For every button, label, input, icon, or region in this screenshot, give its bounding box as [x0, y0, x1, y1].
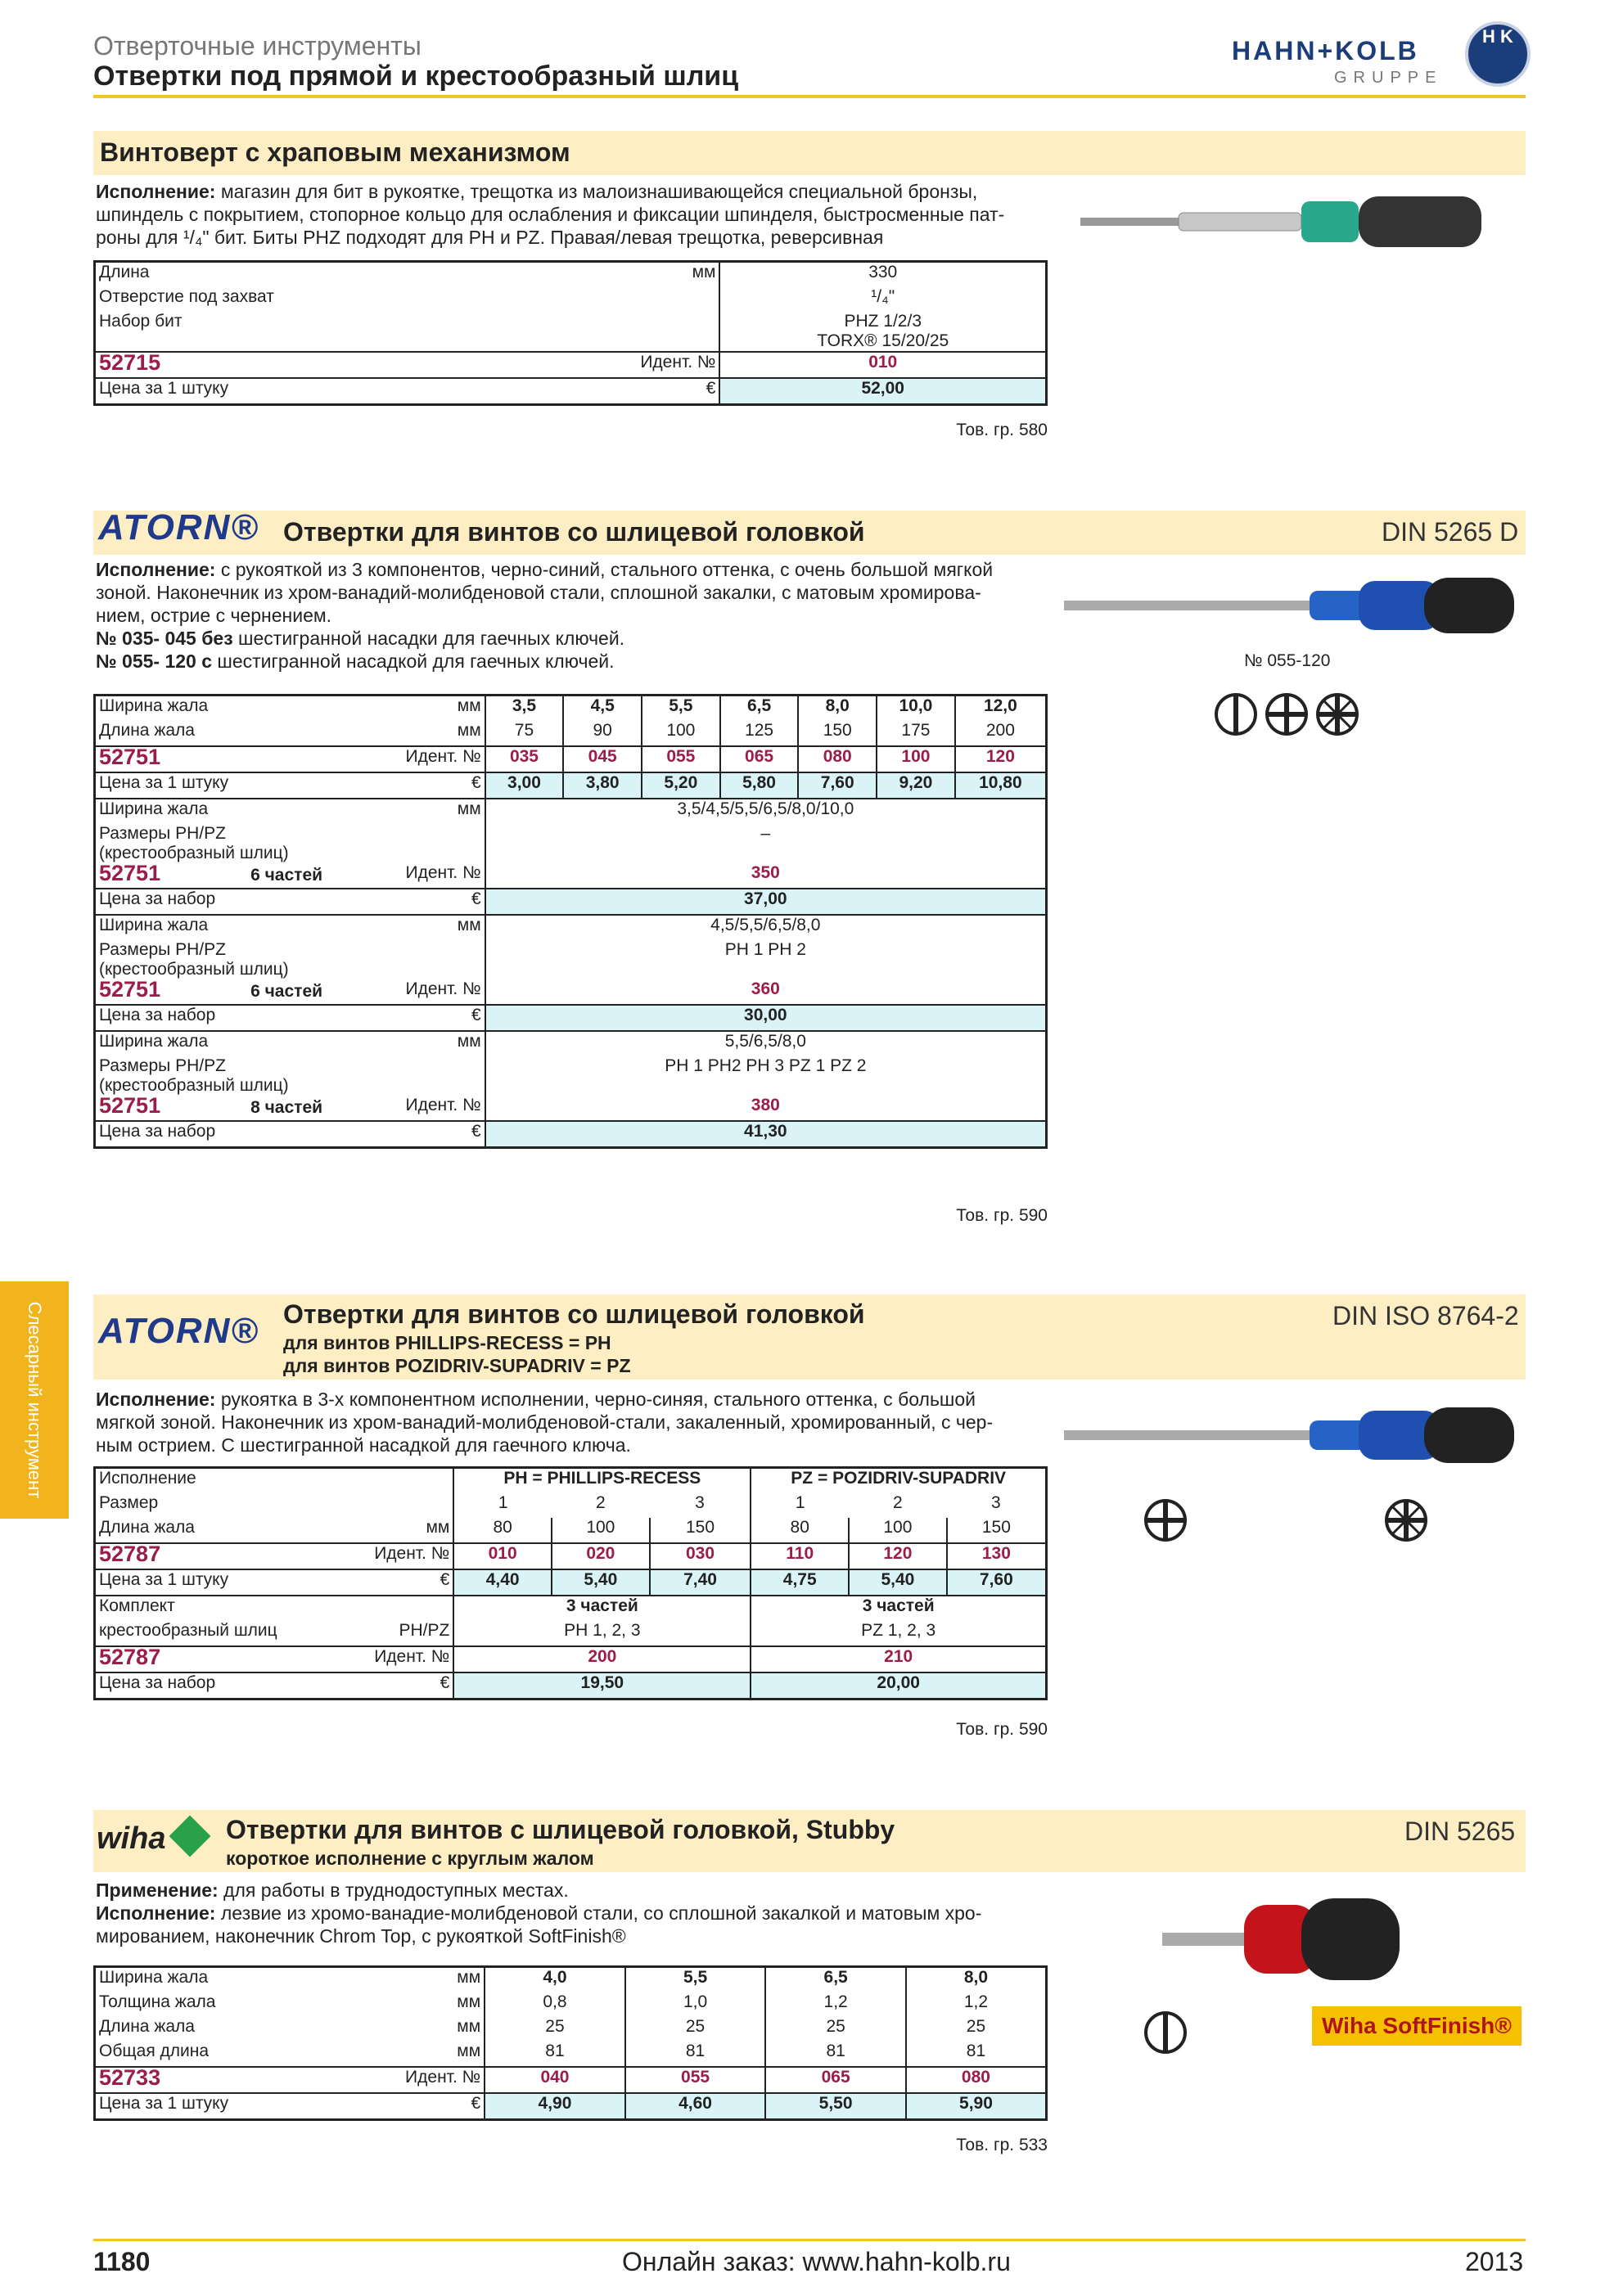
- header-rule: [93, 95, 1526, 98]
- ratchet-screwdriver-image: [1072, 180, 1522, 262]
- section1-desc: Исполнение: магазин для бит в рукоятке, трещотка из малоизнашивающейся специальной бронзы, шпиндель с покрытием, стопорное кольцо для ослабления и фиксации шпинделя, быстросменные пат- роны для ¹/₄" бит. Биты PHZ подходят для PH и PZ. Правая/левая трещотка, реверсивная: [96, 181, 1005, 248]
- wiha-logo: wiha: [97, 1821, 166, 1856]
- brand-logo-sub: GRUPPE: [1334, 69, 1443, 87]
- page-number: 1180: [93, 2247, 151, 2276]
- section2-tip-icons: [1213, 691, 1377, 745]
- section3-din: DIN ISO 8764-2: [1332, 1301, 1519, 1330]
- side-tab[interactable]: Слесарный инструмент: [0, 1281, 69, 1519]
- atorn-logo: ATORN®: [98, 507, 259, 547]
- section4-title: Отвертки для винтов с шлицевой головкой, Stubby: [226, 1815, 895, 1844]
- subcategory-title: Отвертки под прямой и крестообразный шлиц: [93, 61, 739, 92]
- atorn-logo: ATORN®: [98, 1311, 259, 1351]
- phillips-screwdriver-image: [1064, 1394, 1522, 1476]
- section1-title: Винтоверт с храповым механизмом: [100, 137, 570, 167]
- section2-group: Тов. гр. 590: [956, 1206, 1048, 1225]
- section4-din: DIN 5265: [1404, 1817, 1516, 1846]
- order-link[interactable]: Онлайн заказ: www.hahn-kolb.ru: [622, 2247, 1011, 2276]
- section4-sub: короткое исполнение с круглым жалом: [226, 1848, 594, 1869]
- category-title: Отверточные инструменты: [93, 31, 422, 61]
- section2-table: Ширина жала мм 3,5 4,5 5,5 6,5 8,0 10,0 12,0 Длина жала мм 75 90 100 125 150 175 200 52751 Идент. № 035 045 055 065 080 100 120 Цена за 1 штуку € 3,00 3,80 5,20 5,80 7,60 9,20 10,80 Ширина жала мм 3,5/4,5/5,5/6,5/8,0/10,0 Размеры PH/PZ (крестообразный шлиц) – 52751 6 частей Идент. № 350 Цена за набор € 37,00 Ширина жала мм 4,5/5,5/6,5/8,0 Размеры PH/PZ (крестообразный шлиц) PH 1 PH 2 52751 6 частей Идент. № 360 Цена за набор € 30,00 Ширина жала мм 5,5/6,5/8,0 Размеры PH/PZ (крестообразный шлиц) PH 1 PH2 PH 3 PZ 1 PZ 2 52751 8 частей Идент. № 380 Цена за набор € 41,30: [93, 694, 1048, 1149]
- phillips-tip-icon: [1143, 1497, 1192, 1551]
- section3-table: Исполнение PH = PHILLIPS-RECESS PZ = POZIDRIV-SUPADRIV Размер 1 2 3 1 2 3 Длина жала мм 80 100 150 80 100 150 52787 Идент. № 010 020 030 110 120 130 Цена за 1 штуку € 4,40 5,40 7,40 4,75 5,40 7,60 Комплект 3 частей 3 частей крестообразный шлиц PH/PZ PH 1, 2, 3 PZ 1, 2, 3 52787 Идент. № 200 210 Цена за набор € 19,50 20,00: [93, 1466, 1048, 1700]
- section2-desc: Исполнение: с рукояткой из 3 компонентов, черно-синий, стального оттенка, с очень большой мягкой зоной. Наконечник из хром-ванадий-молибденовой стали, сплошной закалки, с матовым хромирова- нием, острие с чернением. № 035- 045 без шестигранной насадки для гаечных ключей. № 055- 120 с шестигранной насадкой для гаечных ключей.: [96, 559, 994, 672]
- section1-table: Длина мм 330 Отверстие под захват ¹/₄" Набор бит PHZ 1/2/3 TORX® 15/20/25 52715 Идент. № 010 Цена за 1 штуку € 52,00: [93, 260, 1048, 406]
- section2-image-caption: № 055-120: [1244, 651, 1331, 670]
- section3-sub2: для винтов POZIDRIV-SUPADRIV = PZ: [283, 1355, 631, 1376]
- section4-table: Ширина жала мм 4,0 5,5 6,5 8,0 Толщина жала мм 0,8 1,0 1,2 1,2 Длина жала мм 25 25 25 25 Общая длина мм 81 81 81 81 52733 Идент. № 040 055 065 080 Цена за 1 штуку € 4,90 4,60 5,50 5,90: [93, 1965, 1048, 2121]
- brand-logo[interactable]: HAHN+KOLB: [1232, 36, 1419, 65]
- stubby-screwdriver-image: [1162, 1882, 1424, 1997]
- softfinish-badge: Wiha SoftFinish®: [1312, 2006, 1522, 2046]
- section2-title: Отвертки для винтов со шлицевой головкой: [283, 517, 865, 547]
- section3-desc: Исполнение: рукоятка в 3-х компонентном исполнении, черно-синяя, стального оттенка, с большой мягкой зоной. Наконечник из хром-ванадий-молибденовой-стали, закаленный, хромированный, с чер- ным острием. С шестигранной насадкой для гаечного ключа.: [96, 1389, 994, 1456]
- section4-group: Тов. гр. 533: [956, 2136, 1048, 2154]
- slotted-screwdriver-image: [1064, 565, 1522, 646]
- footer-rule: [93, 2239, 1526, 2241]
- footer-year: 2013: [1465, 2247, 1524, 2276]
- section4-desc: Применение: для работы в труднодоступных местах. Исполнение: лезвие из хромо-ванадие-молибденовой стали, со сплошной закалкой и матовым хро- мированием, наконечник Chrom Top, с рукояткой SoftFinish®: [96, 1880, 982, 1947]
- pozidriv-tip-icon: [1383, 1497, 1432, 1551]
- section3-sub1: для винтов PHILLIPS-RECESS = PH: [283, 1332, 611, 1353]
- section2-din: DIN 5265 D: [1382, 517, 1519, 547]
- article-number: 52715: [99, 350, 161, 375]
- section1-group: Тов. гр. 580: [956, 421, 1048, 439]
- section3-title: Отвертки для винтов со шлицевой головкой: [283, 1299, 865, 1329]
- brand-mark-icon: H K: [1465, 21, 1531, 87]
- section3-group: Тов. гр. 590: [956, 1720, 1048, 1739]
- slotted-tip-icon: [1143, 2010, 1192, 2063]
